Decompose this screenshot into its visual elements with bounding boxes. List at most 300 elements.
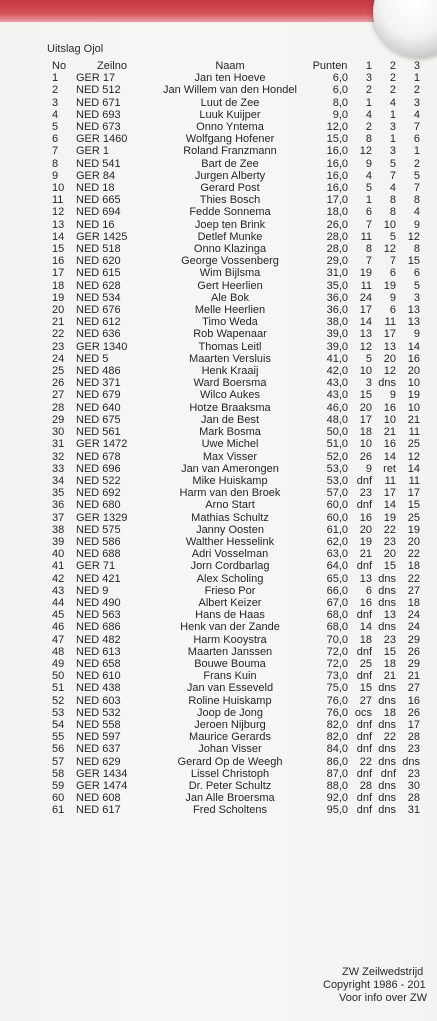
cell-name: Onno Klazinga <box>193 243 267 256</box>
cell-race-3: 28 <box>407 731 420 744</box>
table-row <box>52 280 420 292</box>
cell-race-1: 16 <box>359 511 372 524</box>
col-header-points: Punten <box>312 60 348 72</box>
cell-race-1: 10 <box>359 438 372 451</box>
table-row <box>52 658 420 670</box>
cell-race-2: 13 <box>383 340 396 353</box>
cell-sail-number: NED 688 <box>76 548 121 561</box>
cell-no: 61 <box>52 804 65 817</box>
cell-no: 16 <box>52 255 65 268</box>
cell-no: 11 <box>52 194 64 207</box>
cell-points: 17,0 <box>326 194 348 207</box>
col-header-no: No <box>52 60 67 72</box>
cell-name: Jeroen Nijburg <box>194 718 266 731</box>
cell-points: 92,0 <box>326 792 348 805</box>
cell-race-3: 27 <box>407 682 420 695</box>
cell-name: Hans de Haas <box>195 609 265 622</box>
table-row <box>52 536 420 548</box>
cell-race-3: 14 <box>407 462 420 475</box>
cell-race-1: 17 <box>359 304 372 317</box>
cell-name: Uwe Michel <box>201 438 259 451</box>
footer-line-2: Copyright 1986 - 201 <box>323 979 426 991</box>
cell-name: Rob Wapenaar <box>193 328 267 341</box>
cell-name: Frans Kuin <box>203 670 257 683</box>
cell-race-1: 4 <box>365 169 372 182</box>
cell-points: 65,0 <box>326 572 348 585</box>
cell-race-2: 16 <box>383 438 396 451</box>
table-row <box>52 304 420 316</box>
cell-sail-number: NED 482 <box>76 633 121 646</box>
cell-race-2: 3 <box>389 145 396 158</box>
table-row <box>52 133 420 145</box>
cell-name: Ale Bok <box>211 291 249 304</box>
cell-points: 72,0 <box>326 657 348 670</box>
cell-no: 49 <box>52 657 65 670</box>
cell-no: 10 <box>52 182 65 195</box>
cell-points: 53,0 <box>326 462 348 475</box>
table-row <box>52 463 420 475</box>
cell-race-2: dns <box>378 621 396 634</box>
cell-race-1: 13 <box>359 328 372 341</box>
cell-name: Maurice Gerards <box>189 731 271 744</box>
cell-sail-number: NED 676 <box>76 304 121 317</box>
cell-race-1: 17 <box>359 413 372 426</box>
cell-no: 50 <box>52 670 65 683</box>
cell-sail-number: NED 613 <box>76 645 121 658</box>
cell-race-1: 19 <box>359 535 372 548</box>
cell-race-1: 16 <box>359 596 372 609</box>
cell-sail-number: NED 658 <box>76 657 121 670</box>
footer-line-3: Voor info over ZW <box>339 992 428 1004</box>
cell-race-2: 7 <box>389 169 396 182</box>
cell-no: 6 <box>52 133 59 146</box>
cell-race-2: dns <box>378 584 396 597</box>
cell-race-1: 15 <box>359 389 372 402</box>
cell-points: 51,0 <box>326 438 348 451</box>
cell-name: Mike Huiskamp <box>192 474 268 487</box>
cell-sail-number: NED 686 <box>76 621 121 634</box>
cell-points: 68,0 <box>326 621 348 634</box>
table-row <box>52 560 420 572</box>
cell-points: 28,0 <box>326 230 348 243</box>
cell-race-1: 13 <box>359 572 372 585</box>
cell-sail-number: NED 558 <box>76 718 121 731</box>
table-row <box>52 438 420 450</box>
cell-no: 53 <box>52 706 65 719</box>
cell-points: 73,0 <box>326 670 348 683</box>
cell-points: 26,0 <box>326 218 348 231</box>
cell-no: 21 <box>52 316 65 329</box>
cell-sail-number: NED 486 <box>76 365 121 378</box>
cell-race-3: 17 <box>407 718 420 731</box>
table-row <box>52 475 420 487</box>
cell-sail-number: NED 675 <box>76 413 121 426</box>
cell-race-3: 21 <box>407 670 420 683</box>
cell-race-2: 18 <box>383 657 396 670</box>
table-row <box>52 743 420 755</box>
cell-points: 84,0 <box>326 743 348 756</box>
cell-race-1: dnf <box>356 743 372 756</box>
cell-race-2: 17 <box>383 487 396 500</box>
cell-sail-number: GER 1425 <box>76 230 128 243</box>
cell-no: 7 <box>52 145 59 158</box>
table-row <box>52 231 420 243</box>
cell-name: Jan Willem van den Hondel <box>163 84 297 97</box>
cell-race-1: dnf <box>356 718 372 731</box>
cell-race-3: 19 <box>407 523 420 536</box>
results-table <box>52 60 420 817</box>
table-row <box>52 426 420 438</box>
cell-points: 61,0 <box>326 523 348 536</box>
cell-race-2: 4 <box>389 182 396 195</box>
cell-race-3: 22 <box>407 548 420 561</box>
cell-name: Melle Heerlien <box>194 304 266 317</box>
cell-race-1: 20 <box>359 523 372 536</box>
cell-sail-number: NED 575 <box>76 523 121 536</box>
cell-no: 2 <box>52 84 59 97</box>
table-row <box>52 499 420 511</box>
cell-race-3: 9 <box>413 328 420 341</box>
cell-name: Dr. Peter Schultz <box>188 779 272 792</box>
cell-no: 1 <box>52 72 59 85</box>
cell-race-3: 31 <box>407 804 420 817</box>
cell-name: Gert Heerlien <box>197 279 263 292</box>
cell-sail-number: NED 612 <box>76 316 121 329</box>
cell-no: 19 <box>52 291 65 304</box>
cell-name: Bart de Zee <box>201 157 259 170</box>
cell-race-1: dnf <box>356 731 372 744</box>
cell-sail-number: GER 71 <box>76 560 116 573</box>
cell-race-3: 29 <box>407 633 420 646</box>
cell-sail-number: NED 637 <box>76 743 121 756</box>
cell-points: 86,0 <box>326 755 348 768</box>
table-row <box>52 719 420 731</box>
cell-points: 82,0 <box>326 731 348 744</box>
cell-name: Ward Boersma <box>193 377 267 390</box>
cell-race-3: 16 <box>407 694 420 707</box>
cell-no: 25 <box>52 365 65 378</box>
cell-points: 66,0 <box>326 584 348 597</box>
cell-sail-number: NED 615 <box>76 267 121 280</box>
cell-no: 42 <box>52 572 65 585</box>
cell-race-2: 12 <box>383 365 396 378</box>
cell-name: Alex Scholing <box>196 572 264 585</box>
cell-race-3: 4 <box>413 108 420 121</box>
cell-race-2: 20 <box>383 352 396 365</box>
cell-race-3: 13 <box>407 316 420 329</box>
table-row <box>52 328 420 340</box>
cell-race-1: 2 <box>365 121 372 134</box>
cell-race-3: 2 <box>413 157 420 170</box>
cell-points: 31,0 <box>326 267 348 280</box>
cell-name: Henk Kraaij <box>201 365 259 378</box>
cell-no: 27 <box>52 389 65 402</box>
cell-name: Johan Visser <box>198 743 262 756</box>
cell-points: 46,0 <box>326 401 348 414</box>
cell-race-3: 28 <box>407 792 420 805</box>
cell-sail-number: GER 1340 <box>76 340 128 353</box>
cell-sail-number: NED 693 <box>76 108 121 121</box>
cell-points: 75,0 <box>326 682 348 695</box>
cell-sail-number: NED 603 <box>76 694 121 707</box>
table-row <box>52 84 420 96</box>
table-row <box>52 682 420 694</box>
cell-points: 35,0 <box>326 279 348 292</box>
cell-race-3: 7 <box>413 121 420 134</box>
cell-race-3: 8 <box>413 194 420 207</box>
cell-sail-number: NED 680 <box>76 499 121 512</box>
col-header-race-1: 1 <box>365 60 372 72</box>
cell-no: 17 <box>52 267 65 280</box>
cell-points: 43,0 <box>326 389 348 402</box>
cell-name: Roline Huiskamp <box>188 694 272 707</box>
cell-points: 62,0 <box>326 535 348 548</box>
cell-points: 36,0 <box>326 304 348 317</box>
cell-points: 87,0 <box>326 767 348 780</box>
table-row <box>52 646 420 658</box>
cell-sail-number: NED 541 <box>76 157 121 170</box>
cell-race-2: dns <box>378 792 396 805</box>
cell-race-2: 22 <box>383 731 396 744</box>
cell-name: Wolfgang Hofener <box>185 133 275 146</box>
table-row <box>52 597 420 609</box>
cell-name: Jan van Esseveld <box>186 682 274 695</box>
cell-name: Walther Hesselink <box>185 535 275 548</box>
cell-race-2: dns <box>378 377 396 390</box>
cell-no: 13 <box>52 218 65 231</box>
col-header-race-2: 2 <box>389 60 396 72</box>
cell-race-1: 9 <box>365 157 372 170</box>
cell-race-2: 11 <box>384 316 396 329</box>
cell-race-1: 18 <box>359 426 372 439</box>
cell-points: 9,0 <box>332 108 348 121</box>
cell-race-3: 29 <box>407 657 420 670</box>
cell-sail-number: NED 617 <box>76 804 121 817</box>
cell-race-1: dnf <box>356 804 372 817</box>
cell-race-2: dns <box>378 755 396 768</box>
cell-name: Harm van den Broek <box>179 487 281 500</box>
cell-no: 29 <box>52 413 65 426</box>
cell-race-3: 12 <box>407 450 420 463</box>
cell-race-2: dns <box>378 596 396 609</box>
cell-no: 58 <box>52 767 65 780</box>
cell-race-1: 11 <box>360 279 372 292</box>
table-row <box>52 414 420 426</box>
cell-no: 41 <box>52 560 65 573</box>
cell-race-2: 2 <box>389 84 396 97</box>
cell-points: 60,0 <box>326 511 348 524</box>
cell-no: 55 <box>52 731 65 744</box>
cell-name: Mark Bosma <box>199 426 261 439</box>
cell-no: 45 <box>52 609 65 622</box>
cell-sail-number: NED 610 <box>76 670 121 683</box>
cell-race-1: dnf <box>356 792 372 805</box>
cell-race-3: 2 <box>413 84 420 97</box>
cell-race-3: 10 <box>407 377 420 390</box>
cell-no: 8 <box>52 157 59 170</box>
cell-race-2: dnf <box>380 767 396 780</box>
cell-race-3: 1 <box>413 72 420 85</box>
cell-sail-number: NED 16 <box>76 218 115 231</box>
cell-race-2: 15 <box>383 560 396 573</box>
cell-name: Bouwe Bouma <box>194 657 266 670</box>
cell-race-3: 5 <box>413 169 420 182</box>
cell-no: 22 <box>52 328 65 341</box>
cell-name: George Vossenberg <box>181 255 279 268</box>
cell-race-3: 11 <box>408 426 420 439</box>
table-row <box>52 780 420 792</box>
cell-sail-number: NED 608 <box>76 792 121 805</box>
table-row <box>52 695 420 707</box>
cell-race-3: 7 <box>413 182 420 195</box>
results-body <box>52 72 420 816</box>
footer-line-1: ZW Zeilwedstrijd <box>342 966 424 978</box>
cell-race-2: 21 <box>383 670 396 683</box>
table-row <box>52 316 420 328</box>
cell-sail-number: GER 1329 <box>76 511 128 524</box>
cell-race-3: 14 <box>407 340 420 353</box>
table-row <box>52 768 420 780</box>
cell-race-1: 3 <box>365 377 372 390</box>
cell-race-1: 3 <box>365 72 372 85</box>
page-title: Uitslag Ojol <box>47 43 104 55</box>
cell-race-3: 20 <box>407 535 420 548</box>
cell-points: 16,0 <box>326 145 348 158</box>
table-row <box>52 487 420 499</box>
cell-no: 20 <box>52 304 65 317</box>
table-row <box>52 206 420 218</box>
cell-points: 95,0 <box>326 804 348 817</box>
cell-race-3: 26 <box>407 706 420 719</box>
cell-race-3: 21 <box>407 413 420 426</box>
cell-race-3: 18 <box>407 596 420 609</box>
cell-no: 56 <box>52 743 65 756</box>
cell-name: Jan Alle Broersma <box>185 792 275 805</box>
cell-race-3: 10 <box>407 401 420 414</box>
col-header-name: Naam <box>215 60 245 72</box>
cell-race-3: 18 <box>407 560 420 573</box>
cell-name: Maarten Versluis <box>189 352 271 365</box>
cell-race-3: 17 <box>407 487 420 500</box>
cell-sail-number: NED 518 <box>76 243 121 256</box>
cell-points: 29,0 <box>326 255 348 268</box>
cell-points: 76,0 <box>326 706 348 719</box>
cell-no: 46 <box>52 621 65 634</box>
cell-sail-number: NED 628 <box>76 279 121 292</box>
cell-race-2: 10 <box>383 413 396 426</box>
col-header-race-3: 3 <box>413 60 420 72</box>
cell-race-2: 8 <box>389 194 396 207</box>
cell-points: 68,0 <box>326 609 348 622</box>
table-row <box>52 524 420 536</box>
cell-points: 64,0 <box>326 560 348 573</box>
cell-name: Arno Start <box>205 499 255 512</box>
cell-race-2: 21 <box>383 426 396 439</box>
cell-sail-number: NED 532 <box>76 706 121 719</box>
table-row <box>52 792 420 804</box>
table-row <box>52 707 420 719</box>
table-row <box>52 353 420 365</box>
cell-sail-number: NED 692 <box>76 487 121 500</box>
cell-sail-number: GER 1472 <box>76 438 128 451</box>
table-row <box>52 158 420 170</box>
cell-sail-number: GER 1434 <box>76 767 128 780</box>
header-row <box>52 60 420 72</box>
cell-race-2: 20 <box>383 548 396 561</box>
cell-race-3: 13 <box>407 304 420 317</box>
red-header-band <box>0 0 437 22</box>
cell-race-1: ocs <box>354 706 372 719</box>
cell-race-3: 25 <box>407 438 420 451</box>
cell-name: Wim Bijlsma <box>199 267 261 280</box>
cell-race-1: 14 <box>359 316 372 329</box>
cell-sail-number: NED 512 <box>76 84 121 97</box>
cell-no: 35 <box>52 487 65 500</box>
cell-sail-number: NED 673 <box>76 121 121 134</box>
table-row <box>52 243 420 255</box>
cell-sail-number: NED 421 <box>76 572 121 585</box>
cell-race-1: dnf <box>356 645 372 658</box>
table-row <box>52 585 420 597</box>
cell-name: Roland Franzmann <box>183 145 277 158</box>
cell-race-2: 19 <box>383 511 396 524</box>
cell-points: 53,0 <box>326 474 348 487</box>
cell-race-3: 3 <box>413 96 420 109</box>
cell-sail-number: GER 1474 <box>76 779 128 792</box>
cell-race-2: dns <box>378 804 396 817</box>
cell-race-2: 4 <box>389 96 396 109</box>
cell-no: 43 <box>52 584 65 597</box>
cell-race-2: dns <box>378 572 396 585</box>
cell-race-1: 24 <box>359 291 372 304</box>
cell-sail-number: GER 1 <box>76 145 110 158</box>
table-row <box>52 365 420 377</box>
table-row <box>52 377 420 389</box>
cell-sail-number: NED 694 <box>76 206 121 219</box>
cell-race-1: 8 <box>365 133 372 146</box>
cell-race-2: 14 <box>383 499 396 512</box>
cell-race-3: 26 <box>407 645 420 658</box>
cell-race-1: dnf <box>356 560 372 573</box>
cell-no: 23 <box>52 340 65 353</box>
cell-sail-number: GER 1460 <box>76 133 128 146</box>
cell-race-1: 1 <box>365 194 372 207</box>
cell-race-1: 2 <box>365 84 372 97</box>
cell-race-3: 24 <box>407 609 420 622</box>
cell-race-2: dns <box>378 694 396 707</box>
cell-race-3: 19 <box>407 389 420 402</box>
cell-sail-number: GER 17 <box>76 72 116 85</box>
cell-points: 15,0 <box>326 133 348 146</box>
cell-no: 4 <box>52 108 59 121</box>
table-row <box>52 621 420 633</box>
cell-sail-number: NED 490 <box>76 596 121 609</box>
cell-race-1: 15 <box>359 682 372 695</box>
cell-race-2: 23 <box>383 633 396 646</box>
cell-race-1: 12 <box>359 340 372 353</box>
cell-sail-number: NED 597 <box>76 731 121 744</box>
cell-race-1: 27 <box>359 694 372 707</box>
cell-no: 3 <box>52 96 59 109</box>
cell-points: 52,0 <box>326 450 348 463</box>
table-row <box>52 170 420 182</box>
cell-points: 28,0 <box>326 243 348 256</box>
cell-points: 39,0 <box>326 328 348 341</box>
cell-race-2: dns <box>378 779 396 792</box>
table-row <box>52 512 420 524</box>
cell-race-1: 14 <box>359 621 372 634</box>
cell-sail-number: NED 563 <box>76 609 121 622</box>
